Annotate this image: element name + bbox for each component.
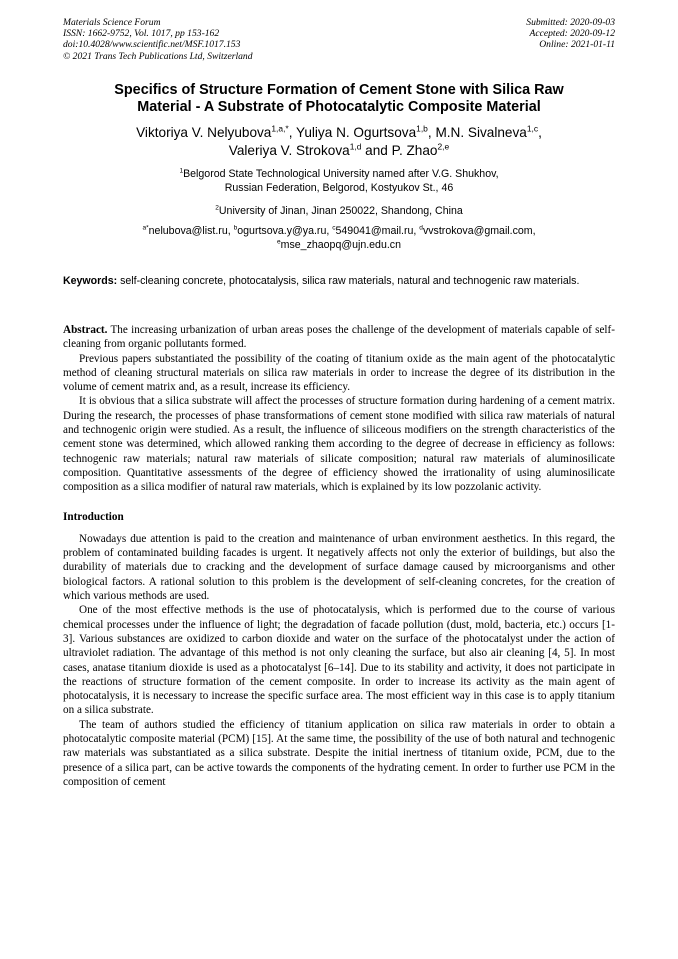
email-superscript: d [419, 224, 423, 232]
introduction-paragraph: The team of authors studied the efficiency of titanium application on silica raw materials in order to obtain a photocatalytic composite material (PCM) [15]. At the same time, the possibility of the use of both natural and technogenic raw materials was substantiated as a silica substrate. Despite the initial inertness of titanium oxide, PCM, due to the presence of a silica part, can be active towards the components of the hydrating cement. In order to further use PCM in the composition of cement [63, 718, 615, 788]
submitted-date: Submitted: 2020-09-03 [526, 17, 615, 28]
online-date: Online: 2021-01-11 [539, 39, 615, 51]
email-superscript: e [277, 238, 281, 246]
submission-dates [526, 17, 615, 51]
affiliation-2 [70, 204, 608, 218]
email-link[interactable]: vvstrokova@gmail.com, [422, 225, 536, 237]
author-superscript: 1,b [416, 123, 428, 134]
affiliation-text: Russian Federation, Belgorod, Kostyukov St., 46 [224, 182, 454, 195]
doi-line: doi:10.4028/www.scientific.net/MSF.1017.153 [63, 39, 241, 51]
author-line-1 [70, 124, 608, 142]
affiliation-1 [70, 167, 608, 196]
keywords-label: Keywords: [63, 275, 118, 287]
issn-line: ISSN: 1662-9752, Vol. 1017, pp 153-162 [63, 28, 220, 40]
paper-body [63, 323, 615, 789]
author-separator: , [288, 125, 297, 140]
keywords-text: self-cleaning concrete, photocatalysis, silica raw materials, natural and technogenic raw materials. [117, 275, 580, 287]
author-name: Yuliya N. Ogurtsova [296, 125, 417, 140]
author-line-2 [70, 142, 608, 160]
author-name: P. Zhao [391, 143, 438, 159]
author-superscript: 2,e [437, 141, 450, 152]
author-name: Viktoriya V. Nelyubova [136, 125, 272, 140]
affiliation-superscript: 1 [179, 167, 184, 175]
introduction-paragraph: Nowadays due attention is paid to the creation and maintenance of urban environment aesthetics. In this regard, the problem of contaminated building facades is urgent. It negatively affects not only the exterior of buildings, but also the durability of materials due to cracking and the development of surface damage caused by microorganisms and other biological factors. A rational solution to this problem is the development of self-cleaning concretes, for the creation of which various methods are used. [63, 532, 615, 603]
email-superscript: b [233, 224, 238, 232]
author-name: M.N. Sivalneva [435, 125, 527, 140]
author-separator: and [361, 143, 392, 159]
affiliation-superscript: 2 [215, 204, 219, 212]
author-name: Valeriya V. Strokova [228, 143, 350, 159]
author-list [70, 124, 608, 161]
email-link[interactable]: nelubova@list.ru, [148, 225, 234, 237]
email-link[interactable]: ogurtsova.y@ya.ru, [237, 225, 333, 237]
affiliation-text: University of Jinan, Jinan 250022, Shandong, China [218, 205, 463, 217]
author-separator: , [538, 125, 542, 140]
author-separator: , [427, 125, 436, 140]
accepted-date: Accepted: 2020-09-12 [529, 28, 615, 40]
abstract-paragraph: It is obvious that a silica substrate will affect the processes of structure formation during hardening of a cement matrix. During the research, the processes of phase transformations of cement stone modified with silica raw materials of natural and technogenic origin were studied. As a result, the influence of siliceous modifiers on the strength characteristics of the cement stone was determined, which allowed ranking them according to the degree of decrease in efficiency as follows: technogenic raw materials; natural raw materials of silicate composition; natural raw materials of aluminosilicate composition. Quantitative assessments of the degree of efficiency showed the irrationality of using aluminosilicate composition as a silica modifier of natural raw materials, which is explained by its low pozzolanic activity. [63, 395, 615, 494]
abstract-label: Abstract. [63, 324, 108, 336]
abstract-paragraph: Previous papers substantiated the possibility of the coating of titanium oxide as the main agent of the photocatalytic method of cleaning structural materials on silica raw materials in order to increase the degree of its distribution in the volume of cement matrix and, as a result, increase its efficiency. [63, 352, 615, 394]
title-line-1: Specifics of Structure Formation of Cement Stone with Silica Raw [114, 82, 564, 98]
author-superscript: 1,c [526, 123, 539, 134]
keywords [63, 275, 615, 289]
introduction-paragraph: One of the most effective methods is the use of photocatalysis, which is performed due to the course of various chemical processes under the influence of light; the degradation of facade pollution (dust, mold, bacteria, etc.) occurs [1-3]. Various substances are oxidized to carbon dioxide and water on the surface of the photocatalyst under the action of ultraviolet radiation. The advantage of this method is not only cleaning the surface, but also air cleaning [4, 5]. In most cases, anatase titanium dioxide is used as a photocatalyst [6–14]. Due to its stability and activity, it does not participate in the reactions of structure formation of the cement composite. In order to increase its activity as the main agent of photocatalysis, it is necessary to increase the specific surface area. The most efficient way in this case is to apply titanium on a silica substrate. [63, 604, 615, 717]
email-superscript: a* [142, 224, 149, 232]
author-superscript: 1,a,* [271, 123, 289, 134]
paper-title [70, 82, 608, 117]
email-superscript: c [332, 224, 336, 232]
author-superscript: 1,d [349, 141, 362, 152]
affiliation-text: Belgorod State Technological University named after V.G. Shukhov, [183, 168, 499, 180]
journal-name: Materials Science Forum [63, 17, 161, 28]
abstract-paragraph [63, 323, 615, 352]
author-emails [70, 224, 608, 253]
email-link[interactable]: 549041@mail.ru, [335, 225, 420, 237]
section-heading: Introduction [63, 510, 124, 523]
copyright-line: © 2021 Trans Tech Publications Ltd, Switzerland [63, 50, 253, 62]
abstract-text: The increasing urbanization of urban areas poses the challenge of the development of materials capable of self-cleaning from organic pollutants formed. [63, 324, 615, 351]
email-link[interactable]: mse_zhaopq@ujn.edu.cn [280, 239, 401, 252]
title-line-2: Material - A Substrate of Photocatalytic Composite Material [137, 99, 541, 116]
journal-info [63, 17, 253, 62]
